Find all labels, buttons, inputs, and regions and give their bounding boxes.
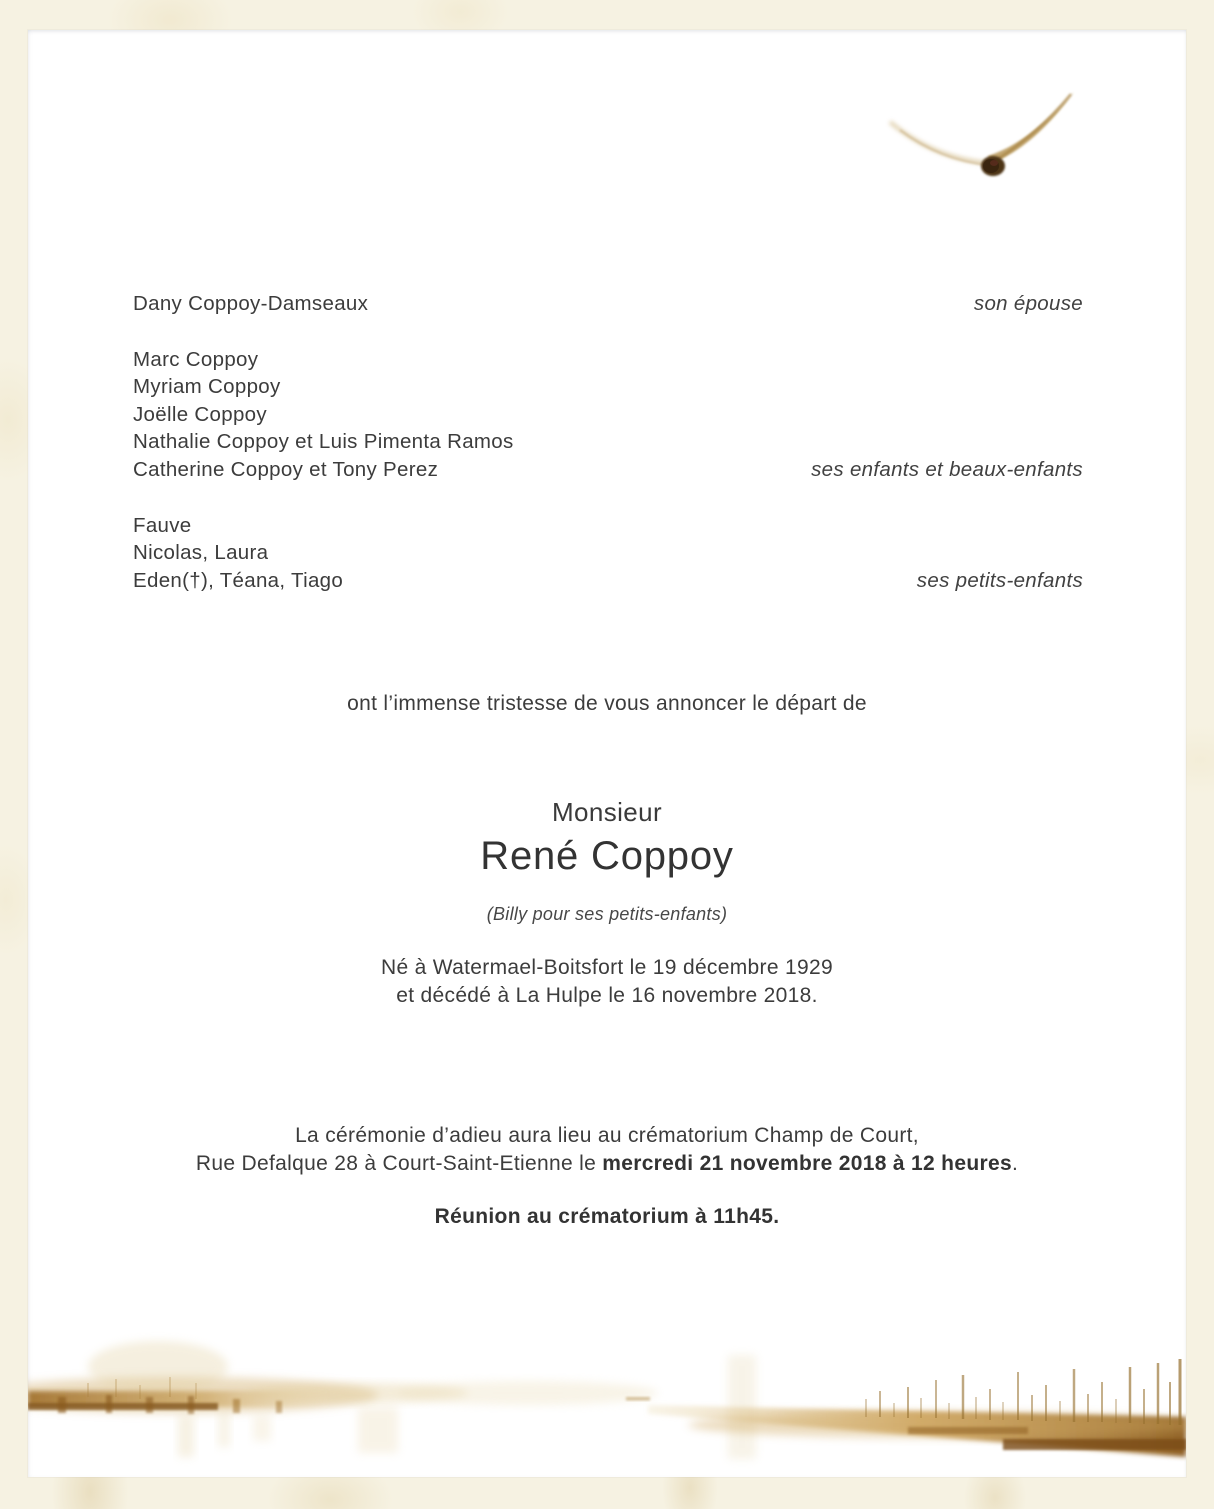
name-list: [133, 512, 343, 595]
death-line: et décédé à La Hulpe le 16 novembre 2018.: [396, 984, 818, 1007]
ceremony-line2-prefix: Rue Defalque 28 à Court-Saint-Etienne le: [195, 1151, 603, 1175]
family-name: Myriam Coppoy: [133, 375, 281, 399]
family-name: Eden(†), Téana, Tiago: [133, 568, 344, 592]
family-name: Nathalie Coppoy et Luis Pimenta Ramos: [133, 430, 514, 454]
relation-label: ses enfants et beaux-enfants: [811, 457, 1083, 481]
family-name: Dany Coppoy-Damseaux: [133, 292, 369, 315]
ceremony-line2: [28, 1150, 1186, 1178]
family-name: Catherine Coppoy et Tony Perez: [133, 457, 439, 481]
announcement-card: [28, 30, 1186, 1477]
nickname-line: (Billy pour ses petits-enfants): [486, 904, 728, 924]
ceremony-line1: La cérémonie d’adieu aura lieu au crématorium Champ de Court,: [295, 1124, 919, 1147]
civility-title: Monsieur: [551, 797, 663, 827]
family-name: Nicolas, Laura: [133, 541, 269, 565]
ceremony-line2-suffix: .: [1011, 1151, 1019, 1175]
ceremony-datetime: mercredi 21 novembre 2018 à 12 heures: [602, 1151, 1012, 1175]
family-name: Joëlle Coppoy: [133, 402, 267, 426]
meeting-line: Réunion au crématorium à 11h45.: [434, 1205, 780, 1228]
relation-label: son épouse: [973, 292, 1083, 315]
family-group-children: [133, 346, 1083, 484]
name-list: [133, 346, 514, 484]
family-list: [133, 290, 1083, 622]
landscape-watercolor: [28, 1307, 1186, 1477]
birth-line: Né à Watermael-Boitsfort le 19 décembre 1929: [381, 956, 833, 979]
family-group-grandchildren: [133, 512, 1083, 595]
deceased-name: René Coppoy: [480, 834, 734, 878]
bird-icon: [878, 80, 1088, 195]
family-name: Marc Coppoy: [133, 347, 259, 371]
ceremony-details: [28, 1122, 1186, 1177]
birth-death-lines: [28, 954, 1186, 1010]
family-name: Fauve: [133, 513, 192, 537]
name-list: [133, 290, 368, 318]
family-group-spouse: [133, 290, 1083, 318]
relation-label: ses petits-enfants: [916, 568, 1083, 592]
announcement-intro: ont l’immense tristesse de vous annoncer le départ de: [347, 692, 867, 715]
